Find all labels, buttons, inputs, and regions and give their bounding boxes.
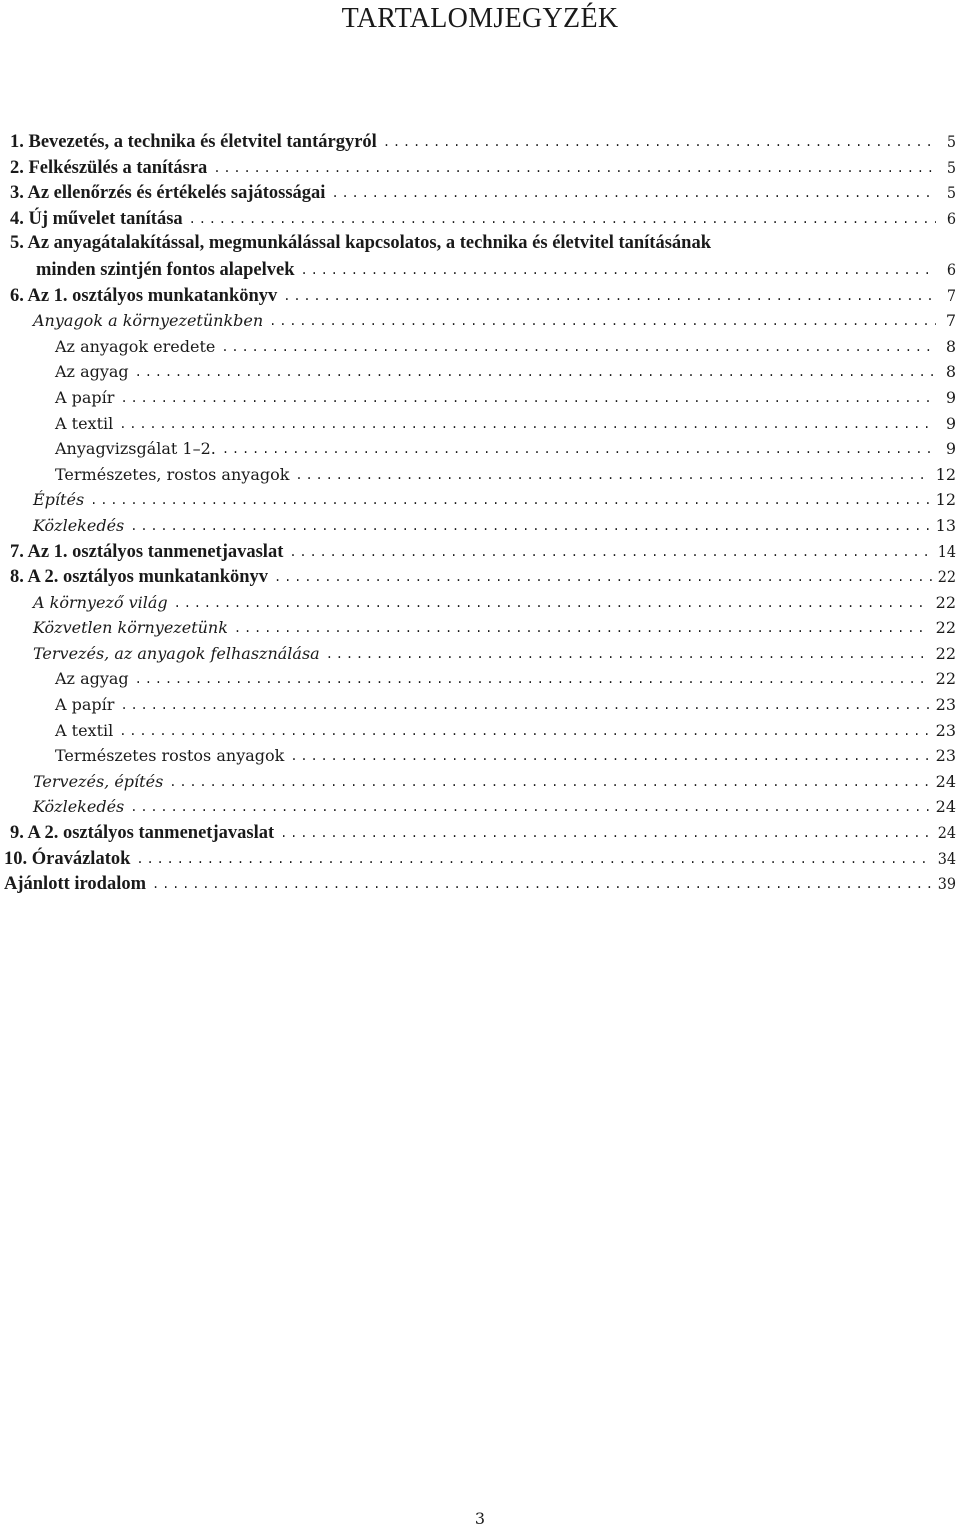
toc-entry-page: 9 [945,439,956,459]
toc-entry[interactable] [0,692,956,718]
toc-entry-title: Közlekedés [33,797,125,817]
dot-leader [383,130,936,156]
toc-entry[interactable] [0,615,956,641]
toc-entry[interactable] [0,641,956,667]
toc-entry-page: 12 [935,464,956,484]
dot-leader [174,591,930,617]
toc-entry[interactable] [0,334,956,360]
toc-entry-title: Az anyagok eredete [55,336,216,356]
dot-leader [283,284,936,310]
toc-entry-page: 22 [935,592,956,612]
dot-leader [331,181,936,207]
toc-entry-title: Az agyag [55,362,129,382]
dot-leader [130,795,929,821]
toc-entry-page: 34 [937,848,956,868]
toc-entry-page: 22 [937,567,956,587]
toc-entry-title: A papír [55,387,115,407]
toc-entry-page: 24 [937,823,956,843]
toc-entry-title: Anyagok a környezetünkben [33,311,264,331]
dot-leader [169,770,929,796]
toc-entry[interactable] [0,206,956,232]
dot-leader [152,872,932,898]
page-number: 3 [474,1509,486,1528]
toc-entry-page: 14 [937,541,956,561]
dot-leader [90,488,929,514]
dot-leader [326,642,930,668]
toc-entry[interactable] [0,385,956,411]
toc-entry[interactable] [0,871,956,897]
toc-entry-title: Az agyag [55,669,129,689]
toc-entry[interactable] [0,436,956,462]
dot-leader [301,258,936,284]
toc-entry[interactable] [0,666,956,692]
toc-entry[interactable] [0,820,956,846]
toc-entry-page: 13 [935,515,956,535]
toc-entry-page: 23 [935,746,956,766]
dot-leader [119,719,929,745]
toc-entry-page: 23 [935,720,956,740]
toc-entry-page: 24 [935,797,956,817]
toc-entry-page: 6 [946,259,956,279]
toc-entry-title: 6. Az 1. osztályos munkatankönyv [10,285,278,306]
toc-entry-title: 10. Óravázlatok [4,848,131,869]
toc-entry-page: 5 [946,183,956,203]
toc-entry[interactable] [0,513,956,539]
toc-entry-page: 22 [935,643,956,663]
toc-entry[interactable] [0,846,956,872]
toc-entry[interactable] [0,539,956,565]
toc-entry-title: 2. Felkészülés a tanításra [10,157,208,178]
dot-leader [135,667,930,693]
toc-entry-page: 8 [945,362,956,382]
dot-leader [234,616,930,642]
toc-entry-title: A környező világ [33,592,168,612]
toc-entry[interactable] [0,283,956,309]
toc-entry-page: 22 [935,669,956,689]
toc-entry-page: 24 [935,771,956,791]
toc-entry-title: Tervezés, építés [33,771,164,791]
toc-entry-title: A textil [55,720,114,740]
toc-entry[interactable] [0,180,956,206]
dot-leader [274,565,932,591]
toc-entry-title: 9. A 2. osztályos tanmenetjavaslat [10,823,275,844]
toc-entry-title: A textil [55,413,114,433]
toc-entry[interactable] [0,129,956,155]
toc-entry-page: 5 [946,157,956,177]
toc-entry-page: 6 [946,208,956,228]
toc-entry-title: A papír [55,695,115,715]
toc-entry-page: 7 [946,285,956,305]
toc-entry-title: Közvetlen környezetünk [33,618,228,638]
dot-leader [290,744,929,770]
toc-entry[interactable] [0,794,956,820]
dot-leader [119,412,936,438]
toc-entry[interactable] [0,769,956,795]
dot-leader [120,693,929,719]
toc-entry[interactable] [0,590,956,616]
dot-leader [135,360,936,386]
toc-entry-page: 23 [935,695,956,715]
toc-entry-page: 22 [935,618,956,638]
toc-entry-page: 9 [945,413,956,433]
toc-entry-page: 12 [935,490,956,510]
dot-leader [213,156,936,182]
toc-entry-title: Természetes, rostos anyagok [55,464,290,484]
toc-entry-first-line[interactable]: 5. Az anyagátalakítással, megmunkálással kapcsolatos, a technika és életvitel tanításának [10,233,711,254]
toc-entry-title: Természetes rostos anyagok [55,746,285,766]
toc-entry-title: Ajánlott irodalom [4,874,147,895]
toc-entry-title: Anyagvizsgálat 1–2. [55,439,216,459]
toc-entry-page: 39 [937,874,956,894]
toc-entry[interactable] [0,462,956,488]
toc-entry[interactable] [0,359,956,385]
toc-entry[interactable] [0,743,956,769]
dot-leader [222,437,936,463]
toc-entry[interactable] [0,308,956,334]
toc-entry[interactable] [0,487,956,513]
dot-leader [280,821,932,847]
dot-leader [295,463,929,489]
dot-leader [269,309,936,335]
dot-leader [189,207,936,233]
toc-entry[interactable] [0,564,956,590]
toc-entry-title: Közlekedés [33,515,125,535]
dot-leader [130,514,929,540]
dot-leader [120,386,936,412]
dot-leader [136,847,931,873]
toc-entry[interactable] [0,257,956,283]
toc-entry-title: 4. Új művelet tanítása [10,208,183,229]
toc-entry-page: 9 [945,387,956,407]
toc-entry-page: 8 [945,336,956,356]
toc-entry-title: Építés [33,490,85,510]
dot-leader [289,540,931,566]
toc-entry-title: Tervezés, az anyagok felhasználása [33,643,320,663]
toc-entry-page: 5 [946,132,956,151]
dot-leader [221,335,936,361]
toc-entry-title: 3. Az ellenőrzés és értékelés sajátosságai [10,183,326,204]
toc-entry[interactable] [0,411,956,437]
page-title: TARTALOMJEGYZÉK [341,3,619,34]
table-of-contents [0,129,956,897]
toc-entry-title: minden szintjén fontos alapelvek [36,259,295,280]
toc-entry-title: 8. A 2. osztályos munkatankönyv [10,567,269,588]
toc-entry-page: 7 [945,311,956,331]
toc-entry-title: 1. Bevezetés, a technika és életvitel tantárgyról [10,132,377,152]
toc-entry[interactable] [0,718,956,744]
toc-entry-title: 7. Az 1. osztályos tanmenetjavaslat [10,541,284,562]
toc-entry[interactable] [0,155,956,181]
